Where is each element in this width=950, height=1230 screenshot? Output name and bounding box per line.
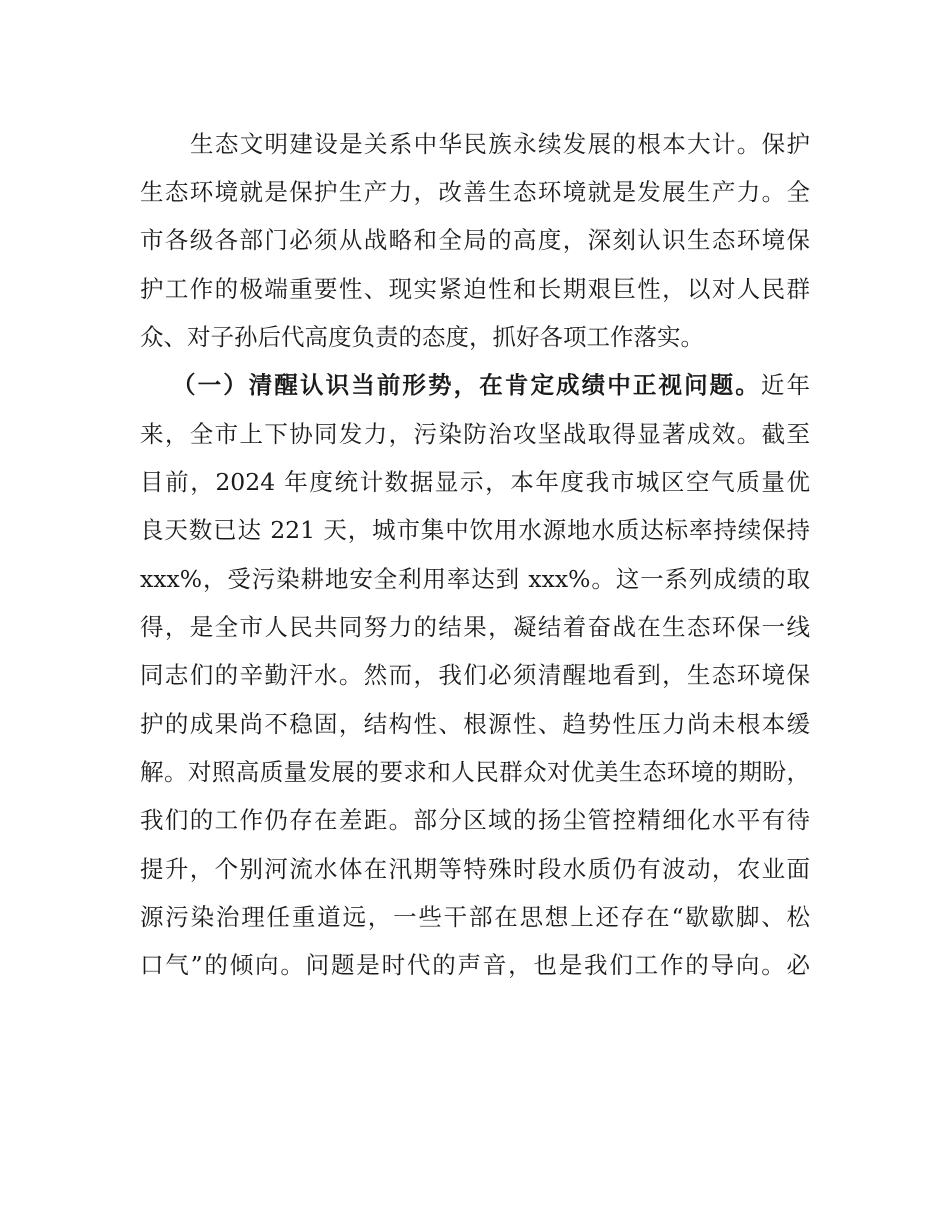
paragraph1-line-4: 护工作的极端重要性、现实紧迫性和长期艰巨性，以对人民群 bbox=[140, 275, 810, 303]
paragraph2-line-12: 口气”的倾向。问题是时代的声音，也是我们工作的导向。必 bbox=[140, 951, 810, 979]
paragraph1-line-3: 市各级各部门必须从战略和全局的高度，深刻认识生态环境保 bbox=[140, 226, 810, 254]
section-heading: （一）清醒认识当前形势，在肯定成绩中正视问题。 bbox=[172, 371, 761, 399]
section-heading-line bbox=[172, 365, 810, 405]
paragraph2-line-4: xxx%，受污染耕地安全利用率达到 xxx%。这一系列成绩的取 bbox=[140, 565, 810, 593]
paragraph2-line-11: 源污染治理任重道远，一些干部在思想上还存在“歇歇脚、松 bbox=[140, 903, 810, 931]
paragraph1-line-1: 生态文明建设是关系中华民族永续发展的根本大计。保护 bbox=[190, 130, 810, 158]
paragraph2-line-8: 解。对照高质量发展的要求和人民群众对优美生态环境的期盼， bbox=[140, 758, 810, 786]
paragraph2-line-10: 提升，个别河流水体在汛期等特殊时段水质仍有波动，农业面 bbox=[140, 855, 810, 883]
paragraph2-line-5: 得，是全市人民共同努力的结果，凝结着奋战在生态环保一线 bbox=[140, 613, 810, 641]
paragraph2-line-2: 目前，2024 年度统计数据显示，本年度我市城区空气质量优 bbox=[140, 468, 810, 496]
paragraph2-line-3: 良天数已达 221 天，城市集中饮用水源地水质达标率持续保持 bbox=[140, 516, 810, 544]
paragraph2-line-9: 我们的工作仍存在差距。部分区域的扬尘管控精细化水平有待 bbox=[140, 806, 810, 834]
paragraph1-line-2: 生态环境就是保护生产力，改善生态环境就是发展生产力。全 bbox=[140, 178, 810, 206]
paragraph2-line-6: 同志们的辛勤汗水。然而，我们必须清醒地看到，生态环境保 bbox=[140, 661, 810, 689]
paragraph2-line-7: 护的成果尚不稳固，结构性、根源性、趋势性压力尚未根本缓 bbox=[140, 710, 810, 738]
paragraph1-line-5: 众、对子孙后代高度负责的态度，抓好各项工作落实。 bbox=[140, 323, 704, 351]
paragraph2-line-1: 来，全市上下协同发力，污染防治攻坚战取得显著成效。截至 bbox=[140, 420, 810, 448]
section-heading-tail: 近年 bbox=[760, 371, 810, 399]
